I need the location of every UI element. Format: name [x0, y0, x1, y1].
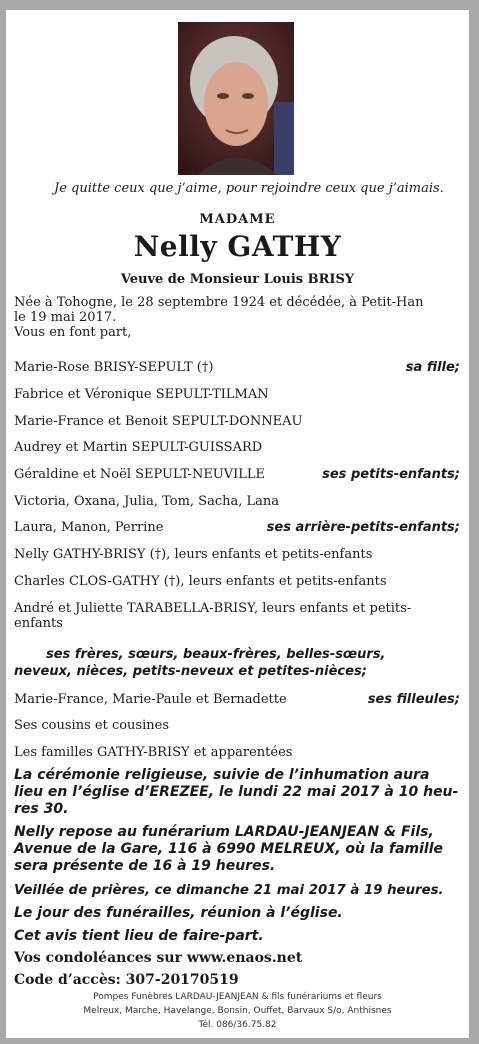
funerarium-line: sera présente de 16 à 19 heures. — [14, 858, 276, 874]
intro-line: Vous en font part, — [14, 325, 132, 340]
ceremony-line: res 30. — [14, 801, 69, 817]
vigil-info: Veillée de prières, ce dimanche 21 mai 2017 à 19 heures. — [14, 883, 444, 898]
family-row — [14, 547, 462, 562]
family-text: Marie-France et Benoit SEPULT-DONNEAU — [14, 414, 303, 429]
title: MADAME — [199, 212, 276, 227]
family-text: Charles CLOS-GATHY (†), leurs enfants et petits-enfants — [14, 574, 387, 589]
families-row — [14, 745, 462, 760]
funerarium-line: Nelly repose au funérarium LARDAU-JEANJEAN & Fils, — [14, 824, 434, 840]
funeral-home-footer — [6, 990, 469, 1032]
ceremony-line: lieu en l’église d’EREZEE, le lundi 22 mai 2017 à 10 heu- — [14, 784, 459, 800]
godchildren-row — [14, 692, 462, 707]
meeting-info: Le jour des funérailles, réunion à l’église. — [14, 905, 343, 921]
footer-line: Melreux, Marche, Havelange, Bonsin, Ouffet, Barvaux S/o, Anthisnes — [83, 1006, 392, 1016]
footer-line: Tél. 086/36.75.82 — [198, 1020, 277, 1030]
family-text: Ses cousins et cousines — [14, 718, 169, 733]
family-text: enfants — [14, 616, 63, 631]
cousins-row — [14, 718, 462, 733]
relation-label: ses filleules; — [367, 692, 460, 707]
access-code: Code d’accès: 307-20170519 — [14, 972, 239, 988]
family-row — [14, 520, 462, 535]
family-row — [14, 414, 462, 429]
family-row-tarabella — [14, 601, 462, 631]
portrait-photo — [178, 22, 294, 175]
family-row — [14, 494, 462, 509]
family-text: Les familles GATHY-BRISY et apparentées — [14, 745, 293, 760]
family-text: Victoria, Oxana, Julia, Tom, Sacha, Lana — [14, 494, 279, 509]
intro-line: le 19 mai 2017. — [14, 310, 117, 325]
family-text: Géraldine et Noël SEPULT-NEUVILLE — [14, 467, 266, 482]
family-text: Fabrice et Véronique SEPULT-TILMAN — [14, 387, 269, 402]
family-text: Audrey et Martin SEPULT-GUISSARD — [14, 440, 263, 455]
ceremony-info — [14, 767, 462, 818]
relation-label: ses arrière-petits-enfants; — [266, 520, 460, 535]
relation-label: ses petits-enfants; — [322, 467, 460, 482]
quote: Je quitte ceux que j’aime, pour rejoindre ceux que j’aimais. — [54, 181, 444, 196]
family-row — [14, 574, 462, 589]
notice-info: Cet avis tient lieu de faire-part. — [14, 928, 264, 944]
family-row — [14, 360, 462, 375]
widow-line: Veuve de Monsieur Louis BRISY — [120, 272, 355, 287]
family-text: Marie-France, Marie-Paule et Bernadette — [14, 692, 287, 707]
family-text: André et Juliette TARABELLA-BRISY, leurs enfants et petits- — [14, 601, 412, 616]
family-text: Laura, Manon, Perrine — [14, 520, 164, 535]
deceased-name: Nelly GATHY — [133, 230, 342, 263]
footer-line: Pompes Funèbres LARDAU-JEANJEAN & fils funérariums et fleurs — [93, 992, 382, 1002]
family-row — [14, 440, 462, 455]
funerarium-line: Avenue de la Gare, 116 à 6990 MELREUX, où la famille — [14, 841, 444, 857]
birth-death-info — [14, 295, 462, 340]
relation-label: sa fille; — [405, 360, 460, 375]
funerarium-info — [14, 824, 462, 875]
family-text: Marie-Rose BRISY-SEPULT (†) — [14, 360, 214, 375]
condolences-link[interactable]: Vos condoléances sur www.enaos.net — [14, 950, 303, 966]
siblings-block — [14, 646, 462, 680]
siblings-line: ses frères, sœurs, beaux-frères, belles-sœurs, — [46, 647, 386, 662]
family-row — [14, 387, 462, 402]
siblings-line: neveux, nièces, petits-neveux et petites-nièces; — [14, 664, 367, 679]
family-row — [14, 467, 462, 482]
obituary-card — [6, 10, 469, 1038]
family-text: Nelly GATHY-BRISY (†), leurs enfants et petits-enfants — [14, 547, 373, 562]
ceremony-line: La cérémonie religieuse, suivie de l’inhumation aura — [14, 767, 430, 783]
intro-line: Née à Tohogne, le 28 septembre 1924 et décédée, à Petit-Han — [14, 295, 424, 310]
